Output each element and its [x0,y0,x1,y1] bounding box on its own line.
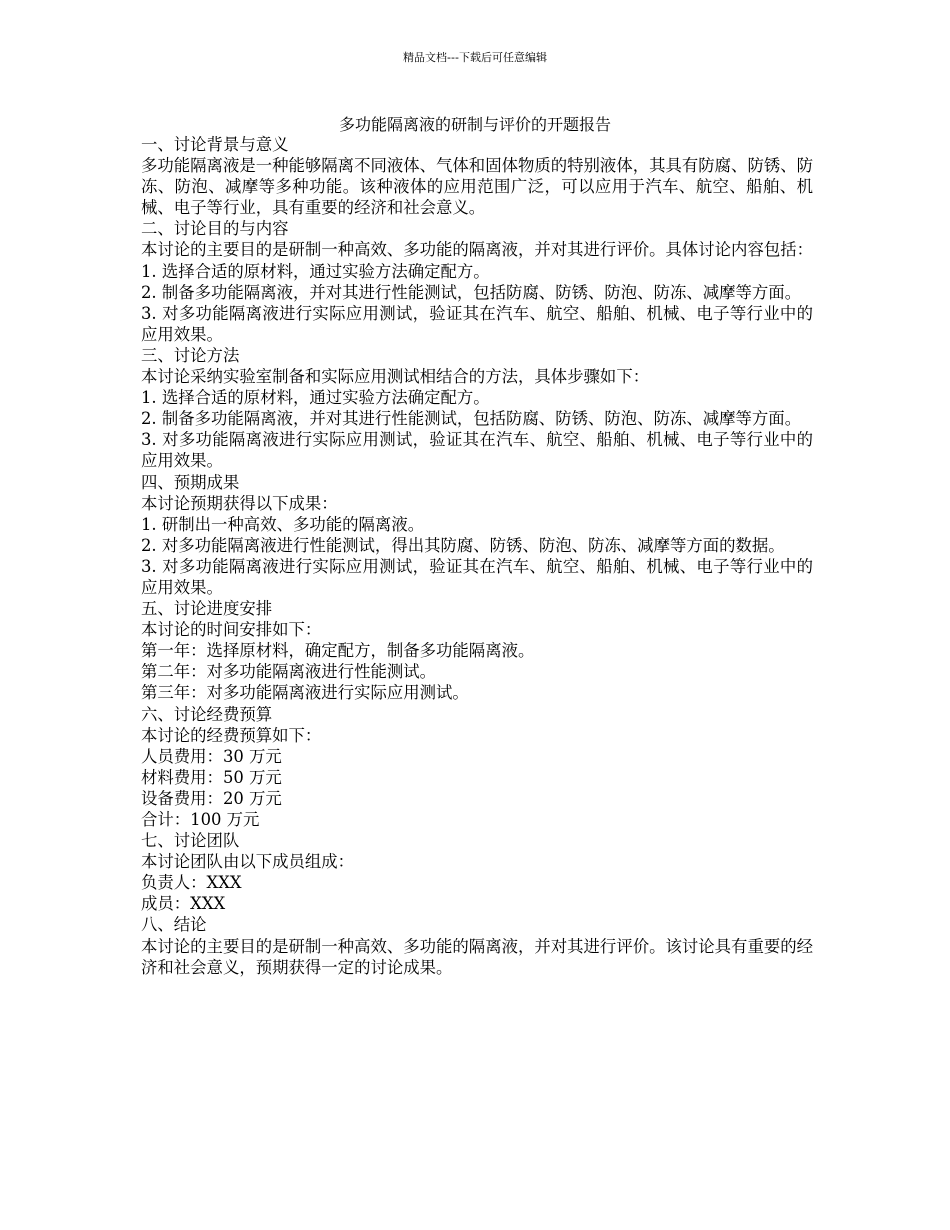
team-member: 负责人：XXX [141,873,242,893]
section-heading: 二、讨论目的与内容 [141,219,289,239]
budget-item: 设备费用：20 万元 [141,788,282,808]
list-item: 3. 对多功能隔离液进行实际应用测试，验证其在汽车、航空、船舶、机械、电子等行业中的应用效果。 [141,556,813,597]
budget-item: 材料费用：50 万元 [141,767,282,787]
schedule-item: 第三年：对多功能隔离液进行实际应用测试。 [141,683,469,703]
section-heading: 七、讨论团队 [141,831,240,851]
list-item: 2. 制备多功能隔离液，并对其进行性能测试，包括防腐、防锈、防泡、防冻、减摩等方面。 [141,282,802,302]
paragraph: 本讨论的主要目的是研制一种高效、多功能的隔离液，并对其进行评价。具体讨论内容包括： [141,240,814,260]
section-heading: 三、讨论方法 [141,345,240,365]
list-item: 2. 制备多功能隔离液，并对其进行性能测试，包括防腐、防锈、防泡、防冻、减摩等方面。 [141,409,802,429]
document-body [141,134,813,978]
list-item: 1. 研制出一种高效、多功能的隔离液。 [141,514,425,534]
paragraph: 本讨论预期获得以下成果： [141,493,338,513]
budget-total: 合计：100 万元 [141,810,260,829]
schedule-item: 第二年：对多功能隔离液进行性能测试。 [141,662,437,682]
list-item: 3. 对多功能隔离液进行实际应用测试，验证其在汽车、航空、船舶、机械、电子等行业中的应用效果。 [141,430,813,471]
paragraph: 本讨论的主要目的是研制一种高效、多功能的隔离液，并对其进行评价。该讨论具有重要的经济和社会意义，预期获得一定的讨论成果。 [141,936,814,977]
paragraph: 多功能隔离液是一种能够隔离不同液体、气体和固体物质的特别液体，其具有防腐、防锈、防冻、防泡、减摩等多种功能。该种液体的应用范围广泛，可以应用于汽车、航空、船舶、机械、电子等行业，具有重要的经济和社会意义。 [141,156,814,218]
section-heading: 一、讨论背景与意义 [141,135,289,154]
list-item: 2. 对多功能隔离液进行性能测试，得出其防腐、防锈、防泡、防冻、减摩等方面的数据。 [141,535,785,555]
list-item: 1. 选择合适的原材料，通过实验方法确定配方。 [141,261,490,281]
section-heading: 六、讨论经费预算 [141,704,273,724]
section-heading: 四、预期成果 [141,472,240,492]
page-header: 精品文档---下载后可任意编辑 [403,51,547,64]
team-member: 成员：XXX [141,894,226,914]
budget-item: 人员费用：30 万元 [141,746,282,766]
paragraph: 本讨论采纳实验室制备和实际应用测试相结合的方法，具体步骤如下： [141,367,650,387]
section-heading: 八、结论 [141,915,207,935]
list-item: 3. 对多功能隔离液进行实际应用测试，验证其在汽车、航空、船舶、机械、电子等行业中的应用效果。 [141,303,813,344]
paragraph: 本讨论团队由以下成员组成： [141,852,355,872]
paragraph: 本讨论的时间安排如下： [141,620,322,640]
list-item: 1. 选择合适的原材料，通过实验方法确定配方。 [141,388,490,408]
section-heading: 五、讨论进度安排 [141,599,273,619]
paragraph: 本讨论的经费预算如下： [141,725,322,745]
document-title: 多功能隔离液的研制与评价的开题报告 [338,115,611,134]
schedule-item: 第一年：选择原材料，确定配方，制备多功能隔离液。 [141,641,535,661]
